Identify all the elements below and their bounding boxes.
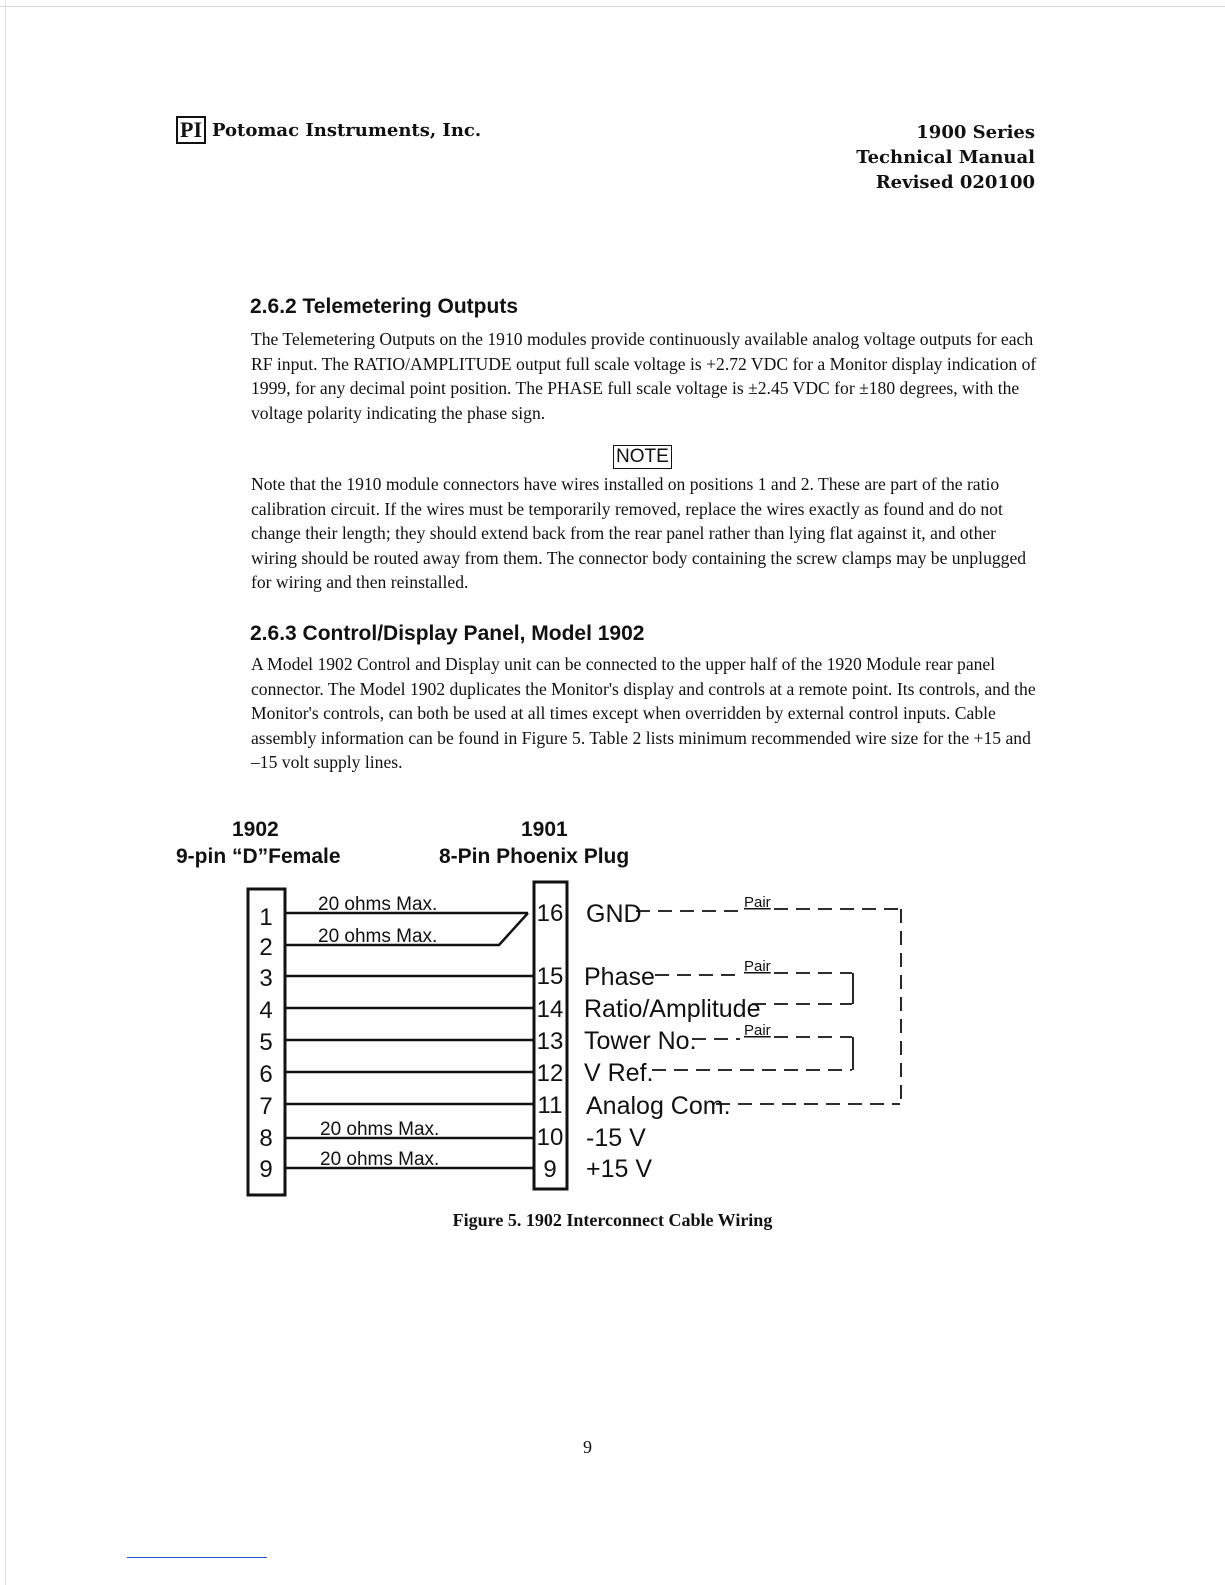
wire-label-pin8: 20 ohms Max. — [320, 1119, 440, 1140]
left-pin-4: 4 — [259, 997, 273, 1024]
signal-minus-15v: -15 V — [586, 1124, 646, 1152]
left-pin-8: 8 — [259, 1125, 273, 1152]
signal-phase: Phase — [584, 963, 655, 991]
manual-title: Technical Manual — [856, 147, 1035, 168]
signal-gnd: GND — [586, 900, 642, 928]
right-pin-16: 16 — [536, 900, 564, 927]
right-pin-14: 14 — [536, 996, 564, 1023]
right-pin-9: 9 — [543, 1156, 557, 1183]
company-name: Potomac Instruments, Inc. — [212, 119, 482, 141]
signal-plus-15v: +15 V — [586, 1155, 653, 1183]
section-heading-control-display: 2.6.3 Control/Display Panel, Model 1902 — [250, 622, 645, 645]
control-display-paragraph: A Model 1902 Control and Display unit can be connected to the upper half of the 1920 Module rear panel connector. The Model 1902 duplicates the Monitor's display and controls at a remote point. Its controls, and the Monitor's controls, can both be used at all times except when overridden by external control inputs. Cable assembly information can be found in Figure 5. Table 2 lists minimum recommended wire size for the +15 and –15 volt supply lines. — [251, 654, 1036, 772]
pair-label-gnd: Pair — [744, 894, 771, 911]
right-connector-type: 8-Pin Phoenix Plug — [439, 845, 630, 868]
left-connector-type: 9-pin “D”Female — [176, 845, 341, 868]
signal-analog-com: Analog Com. — [586, 1092, 731, 1120]
manual-revision: Revised 020100 — [875, 172, 1035, 193]
note-paragraph: Note that the 1910 module connectors have wires installed on positions 1 and 2. These are part of the ratio calibration circuit. If the wires must be temporarily removed, replace the wires exactly as found and do not change their length; they should extend back from the rear panel rather than lying flat against it, and other wiring should be routed away from them. The connector body containing the screw clamps may be unplugged for wiring and then reinstalled. — [251, 474, 1027, 592]
manual-series: 1900 Series — [916, 122, 1035, 143]
section-heading-telemetering: 2.6.2 Telemetering Outputs — [250, 295, 519, 318]
company-logo: PI — [176, 116, 206, 144]
right-connector-model: 1901 — [521, 818, 568, 841]
pair-label-phase: Pair — [744, 958, 771, 975]
page-number: 9 — [583, 1437, 592, 1457]
bottom-link-underline — [127, 1557, 267, 1558]
right-pin-11: 11 — [537, 1092, 563, 1119]
signal-tower-no: Tower No. — [584, 1027, 697, 1055]
left-connector-model: 1902 — [232, 818, 279, 841]
wire-label-pin2: 20 ohms Max. — [318, 926, 438, 947]
left-pin-5: 5 — [259, 1029, 273, 1056]
left-pin-7: 7 — [259, 1093, 273, 1120]
left-pin-3: 3 — [259, 965, 273, 992]
note-label: NOTE — [613, 445, 672, 469]
telemetering-paragraph: The Telemetering Outputs on the 1910 modules provide continuously available analog voltage outputs for each RF input. The RATIO/AMPLITUDE output full scale voltage is +2.72 VDC for a Monitor display indication of 1999, for any decimal point position. The PHASE full scale voltage is ±2.45 VDC for ±180 degrees, with the voltage polarity indicating the phase sign. — [251, 329, 1037, 423]
signal-v-ref: V Ref. — [584, 1059, 654, 1087]
figure-caption: Figure 5. 1902 Interconnect Cable Wiring — [452, 1210, 773, 1230]
left-pin-9: 9 — [259, 1156, 273, 1183]
right-pin-15: 15 — [536, 963, 564, 990]
wire-label-pin9: 20 ohms Max. — [320, 1149, 440, 1170]
right-pin-13: 13 — [536, 1028, 564, 1055]
right-pin-12: 12 — [536, 1060, 564, 1087]
wire-label-pin1: 20 ohms Max. — [318, 894, 438, 915]
pair-label-tower: Pair — [744, 1022, 771, 1039]
signal-ratio-amplitude: Ratio/Amplitude — [584, 995, 761, 1023]
left-pin-1: 1 — [259, 904, 273, 931]
right-pin-10: 10 — [536, 1124, 564, 1151]
left-pin-6: 6 — [259, 1061, 273, 1088]
left-pin-2: 2 — [259, 934, 273, 961]
